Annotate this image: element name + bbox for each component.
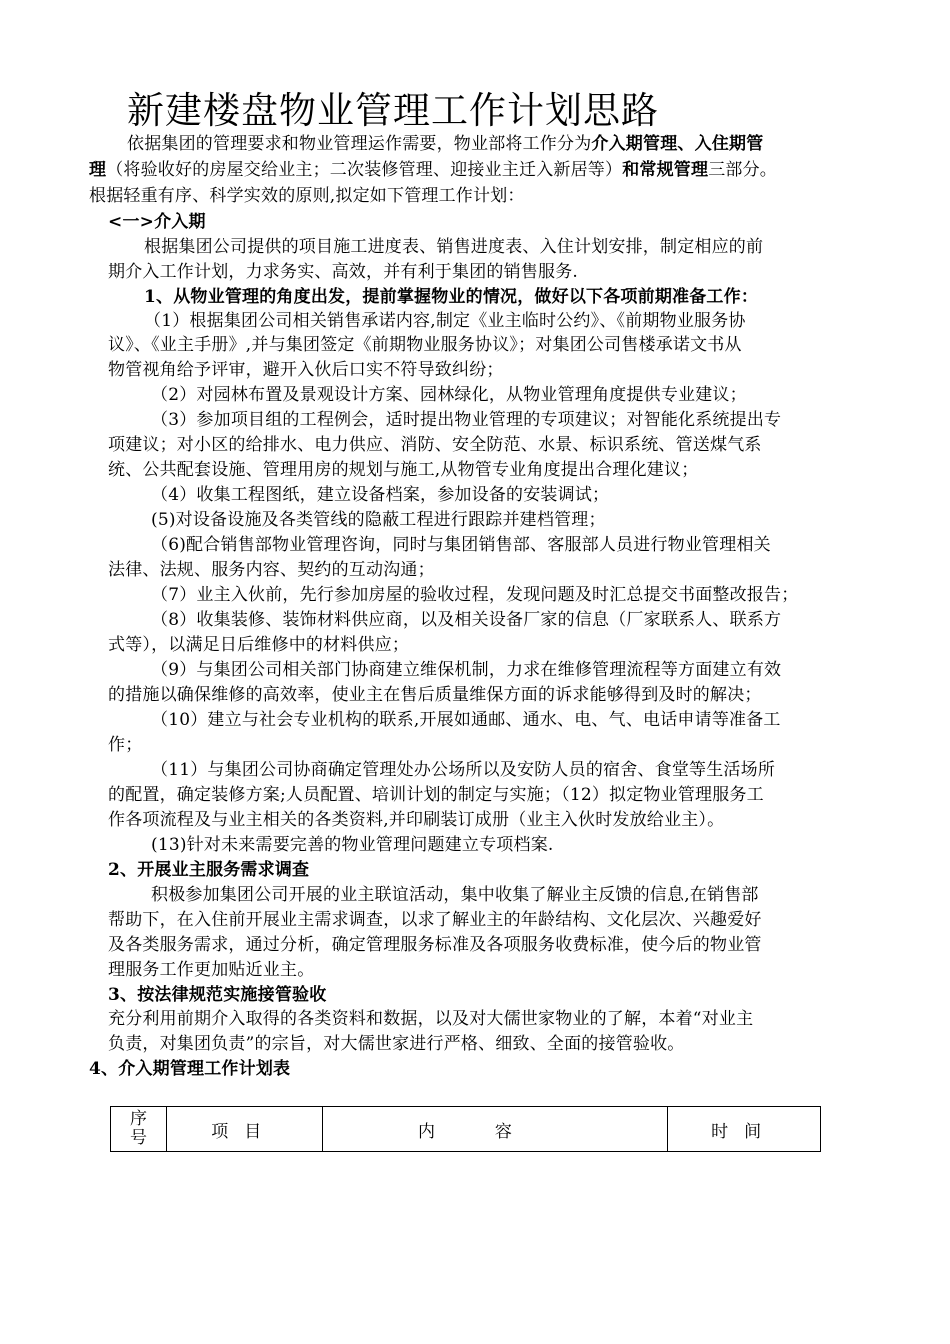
intro-text: 依据集团的管理要求和物业管理运作需要，物业部将工作分为 [127,134,592,154]
list-item: （10）建立与社会专业机构的联系,开展如通邮、通水、电、气、电话申请等准备工 [151,710,781,730]
intro-bold: 介入期管理、入住期管 [591,134,764,154]
para-line: 期介入工作计划，力求务实、高效，并有利于集团的销售服务. [108,262,579,282]
list-item: 式等），以满足日后维修中的材料供应； [108,635,410,655]
list-item: （8）收集装修、装饰材料供应商，以及相关设备厂家的信息（厂家联系人、联系方 [151,610,782,630]
list-item: （9）与集团公司相关部门协商建立维保机制，力求在维修管理流程等方面建立有效 [151,660,782,680]
list-item: 法律、法规、服务内容、契约的互动沟通； [108,560,435,580]
list-item: 的配置，确定装修方案;人员配置、培训计划的制定与实施；（12）拟定物业管理服务工 [108,785,764,805]
list-item: （7）业主入伙前，先行参加房屋的验收过程，发现问题及时汇总提交书面整改报告； [151,585,799,605]
page-title: 新建楼盘物业管理工作计划思路 [127,89,659,132]
para-line: 帮助下，在入住前开展业主需求调查，以求了解业主的年龄结构、文化层次、兴趣爱好 [108,910,762,930]
table-header-cell: 序 号 [111,1107,167,1152]
list-item: 议》、《业主手册》,并与集团签定《前期物业服务协议》；对集团公司售楼承诺文书从 [108,335,742,355]
plan-table [110,1106,821,1152]
list-item: 的措施以确保维修的高效率，使业主在售后质量维保方面的诉求能够得到及时的解决； [108,685,762,705]
list-item: 统、公共配套设施、管理用房的规划与施工,从物管专业角度提出合理化建议； [108,460,699,480]
subheading: 1、从物业管理的角度出发，提前掌握物业的情况，做好以下各项前期准备工作： [144,287,759,307]
table-header-cell: 时间 [668,1107,821,1152]
list-item: （2）对园林布置及景观设计方案、园林绿化，从物业管理角度提供专业建议； [151,385,747,405]
table-header-cell: 项目 [166,1107,322,1152]
intro-text: （将验收好的房屋交给业主；二次装修管理、迎接业主迁入新居等） [106,160,623,180]
list-item: 作各项流程及与业主相关的各类资料,并印刷装订成册（业主入伙时发放给业主）。 [108,810,725,830]
list-item: （3）参加项目组的工程例会，适时提出物业管理的专项建议；对智能化系统提出专 [151,410,782,430]
subheading: 3、按法律规范实施接管验收 [108,985,327,1005]
list-item: 项建议；对小区的给排水、电力供应、消防、安全防范、水景、标识系统、管送煤气系 [108,435,762,455]
intro-line-1 [127,129,763,154]
list-item: （4）收集工程图纸，建立设备档案，参加设备的安装调试； [151,485,610,505]
para-line: 负责，对集团负责”的宗旨，对大儒世家进行严格、细致、全面的接管验收。 [108,1034,685,1054]
intro-bold: 和常规管理 [622,160,709,180]
section-heading: <一>介入期 [108,212,206,232]
list-item: （1）根据集团公司相关销售承诺内容,制定《业主临时公约》、《前期物业服务协 [144,311,746,331]
subheading: 4、介入期管理工作计划表 [89,1059,291,1079]
para-line: 及各类服务需求，通过分析，确定管理服务标准及各项服务收费标准，使今后的物业管 [108,935,762,955]
subheading: 2、开展业主服务需求调查 [108,860,310,880]
intro-line-3: 根据轻重有序、科学实效的原则,拟定如下管理工作计划： [89,186,525,206]
list-item: (5)对设备设施及各类管线的隐蔽工程进行跟踪并建档管理； [151,510,606,530]
list-item: （6)配合销售部物业管理咨询，同时与集团销售部、客服部人员进行物业管理相关 [151,535,771,555]
para-line: 积极参加集团公司开展的业主联谊活动，集中收集了解业主反馈的信息,在销售部 [151,885,759,905]
table-header-row [111,1107,821,1152]
table-header-cell: 内容 [322,1107,668,1152]
intro-text: 三部分。 [708,160,778,180]
intro-line-2 [89,155,777,180]
para-line: 根据集团公司提供的项目施工进度表、销售进度表、入住计划安排，制定相应的前 [144,237,764,257]
para-line: 充分利用前期介入取得的各类资料和数据，以及对大儒世家物业的了解，本着“对业主 [108,1009,754,1029]
list-item: 作； [108,735,143,755]
list-item: (13)针对未来需要完善的物业管理问题建立专项档案. [151,835,554,855]
para-line: 理服务工作更加贴近业主。 [108,960,315,980]
list-item: （11）与集团公司协商确定管理处办公场所以及安防人员的宿舍、食堂等生活场所 [151,760,776,780]
list-item: 物管视角给予评审，避开入伙后口实不符导致纠纷； [108,360,504,380]
intro-bold: 理 [89,160,107,180]
